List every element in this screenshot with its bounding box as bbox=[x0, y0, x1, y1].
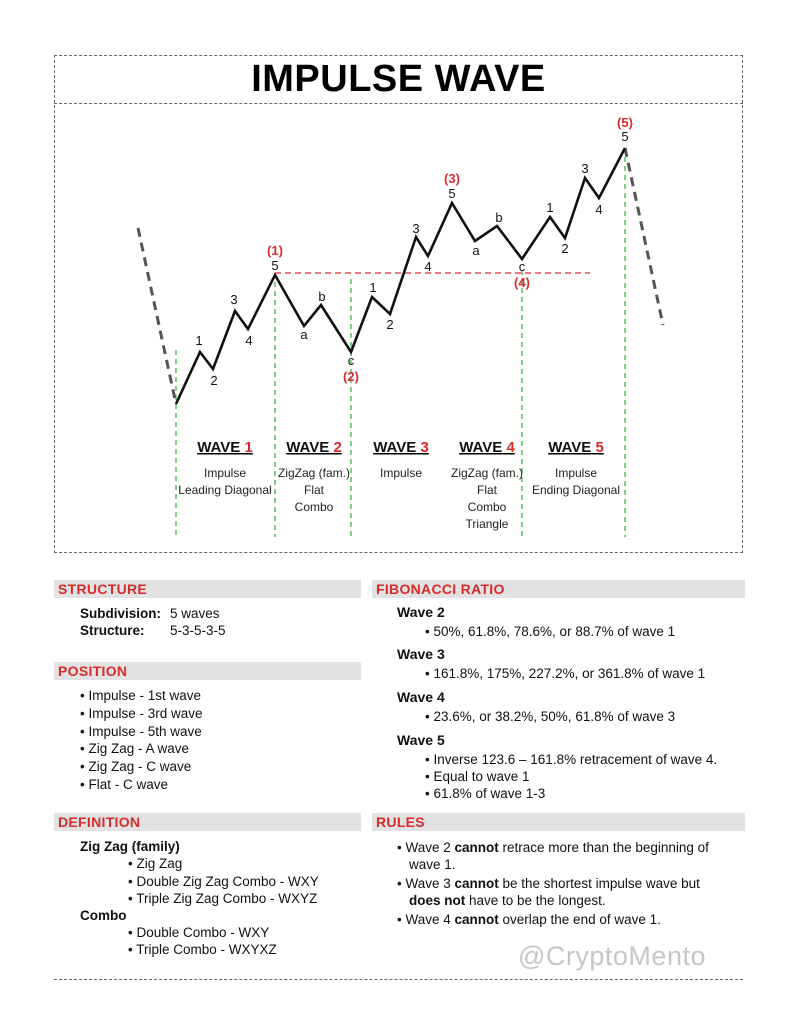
lead-out-dashed-line bbox=[625, 148, 663, 325]
label-w2-b: b bbox=[318, 289, 326, 304]
label-wave-3-peak: (3) bbox=[444, 171, 460, 186]
fib-wave-3-item: • 161.8%, 175%, 227.2%, or 361.8% of wave 1 bbox=[425, 666, 706, 681]
rules-heading: RULES bbox=[372, 813, 745, 831]
position-item: • Impulse - 3rd wave bbox=[80, 706, 203, 721]
wave-4-desc-line-1: ZigZag (fam.) bbox=[450, 466, 524, 480]
label-w4-a: a bbox=[472, 243, 480, 258]
fibonacci-heading: FIBONACCI RATIO bbox=[372, 580, 745, 598]
fib-wave-2-item: • 50%, 61.8%, 78.6%, or 88.7% of wave 1 bbox=[425, 624, 676, 639]
position-item: • Zig Zag - C wave bbox=[80, 759, 192, 774]
wave-5-desc-line-2: Ending Diagonal bbox=[531, 483, 621, 497]
label-w1-4: 4 bbox=[245, 333, 253, 348]
footer-divider bbox=[54, 979, 743, 980]
fib-wave-5-item: • Inverse 123.6 – 161.8% retracement of wave 4. bbox=[425, 752, 718, 767]
label-wave-2-bottom: (2) bbox=[343, 369, 359, 384]
combo-item: • Triple Combo - WXYXZ bbox=[128, 942, 277, 957]
wave-4-desc-line-4: Triangle bbox=[465, 517, 509, 531]
fib-wave-4-title: Wave 4 bbox=[397, 689, 445, 705]
rule-1-line-2: wave 1. bbox=[409, 857, 456, 872]
wave-2-desc-line-2: Flat bbox=[303, 483, 325, 497]
wave-3-desc-line-1: Impulse bbox=[379, 466, 423, 480]
position-item: • Zig Zag - A wave bbox=[80, 741, 190, 756]
label-w1-5: 5 bbox=[271, 258, 279, 273]
structure-label: Structure: bbox=[80, 623, 145, 638]
wave-3-heading: WAVE 3 bbox=[373, 439, 429, 456]
lead-in-dashed-line bbox=[138, 228, 176, 404]
label-wave-1-peak: (1) bbox=[267, 243, 283, 258]
fibonacci-section bbox=[372, 580, 745, 805]
wave-1-desc-line-2: Leading Diagonal bbox=[178, 483, 272, 497]
label-w5-3: 3 bbox=[581, 161, 589, 176]
page-title: IMPULSE WAVE bbox=[251, 57, 546, 100]
zigzag-item: • Zig Zag bbox=[128, 856, 183, 871]
wave-4-desc-line-2: Flat bbox=[476, 483, 498, 497]
wave-2-desc-line-3: Combo bbox=[294, 500, 334, 514]
rule-1-line-1: • Wave 2 cannot retrace more than the beginning of bbox=[397, 840, 709, 855]
zigzag-item: • Triple Zig Zag Combo - WXYZ bbox=[128, 891, 318, 906]
combo-title: Combo bbox=[80, 908, 127, 923]
subdivision-value: 5 waves bbox=[170, 606, 220, 621]
label-w3-2: 2 bbox=[386, 317, 394, 332]
wave-1-heading: WAVE 1 bbox=[197, 439, 253, 456]
wave-5-desc-line-1: Impulse bbox=[554, 466, 598, 480]
structure-value: 5-3-5-3-5 bbox=[170, 623, 226, 638]
fib-wave-5-item: • Equal to wave 1 bbox=[425, 769, 530, 784]
fib-wave-3-title: Wave 3 bbox=[397, 646, 445, 662]
label-w3-5: 5 bbox=[448, 186, 456, 201]
label-w5-2: 2 bbox=[561, 241, 569, 256]
rule-3-line-1: • Wave 4 cannot overlap the end of wave 1. bbox=[397, 912, 661, 927]
fib-wave-2-title: Wave 2 bbox=[397, 604, 445, 620]
label-w4-b: b bbox=[495, 210, 503, 225]
label-wave-4-bottom: (4) bbox=[514, 275, 530, 290]
label-w4-c: c bbox=[518, 259, 526, 274]
label-w3-1: 1 bbox=[369, 280, 377, 295]
structure-heading: STRUCTURE bbox=[54, 580, 361, 598]
rules-section bbox=[372, 813, 745, 933]
subdivision-label: Subdivision: bbox=[80, 606, 161, 621]
position-section bbox=[54, 662, 361, 797]
position-item: • Impulse - 5th wave bbox=[80, 724, 202, 739]
label-w3-4: 4 bbox=[424, 259, 432, 274]
label-w5-4: 4 bbox=[595, 202, 603, 217]
watermark: @CryptoMento bbox=[518, 941, 706, 971]
wave-4-desc-line-3: Combo bbox=[467, 500, 507, 514]
zigzag-item: • Double Zig Zag Combo - WXY bbox=[128, 874, 319, 889]
wave-2-desc-line-1: ZigZag (fam.) bbox=[277, 466, 351, 480]
definition-section bbox=[54, 813, 361, 963]
wave-4-heading: WAVE 4 bbox=[459, 439, 515, 456]
price-wave-path bbox=[176, 148, 625, 404]
label-w1-2: 2 bbox=[210, 373, 218, 388]
label-w2-c: c bbox=[347, 353, 355, 368]
structure-section bbox=[54, 580, 361, 650]
wave-2-heading: WAVE 2 bbox=[286, 439, 342, 456]
rule-2-line-1: • Wave 3 cannot be the shortest impulse wave but bbox=[397, 876, 700, 891]
fib-wave-5-item: • 61.8% of wave 1-3 bbox=[425, 786, 546, 801]
combo-item: • Double Combo - WXY bbox=[128, 925, 270, 940]
zigzag-family-title: Zig Zag (family) bbox=[80, 839, 180, 854]
fib-wave-5-title: Wave 5 bbox=[397, 732, 445, 748]
wave-5-heading: WAVE 5 bbox=[548, 439, 604, 456]
label-wave-5-peak: (5) bbox=[617, 115, 633, 130]
position-item: • Impulse - 1st wave bbox=[80, 688, 202, 703]
position-item: • Flat - C wave bbox=[80, 777, 168, 792]
rule-2-line-2: does not have to be the longest. bbox=[409, 893, 606, 908]
position-heading: POSITION bbox=[54, 662, 361, 680]
fib-wave-4-item: • 23.6%, or 38.2%, 50%, 61.8% of wave 3 bbox=[425, 709, 676, 724]
label-w2-a: a bbox=[300, 327, 308, 342]
wave-1-desc-line-1: Impulse bbox=[203, 466, 247, 480]
label-w1-3: 3 bbox=[230, 292, 238, 307]
label-w5-5: 5 bbox=[621, 129, 629, 144]
label-w1-1: 1 bbox=[195, 333, 203, 348]
label-w5-1: 1 bbox=[546, 200, 554, 215]
definition-heading: DEFINITION bbox=[54, 813, 361, 831]
label-w3-3: 3 bbox=[412, 221, 420, 236]
